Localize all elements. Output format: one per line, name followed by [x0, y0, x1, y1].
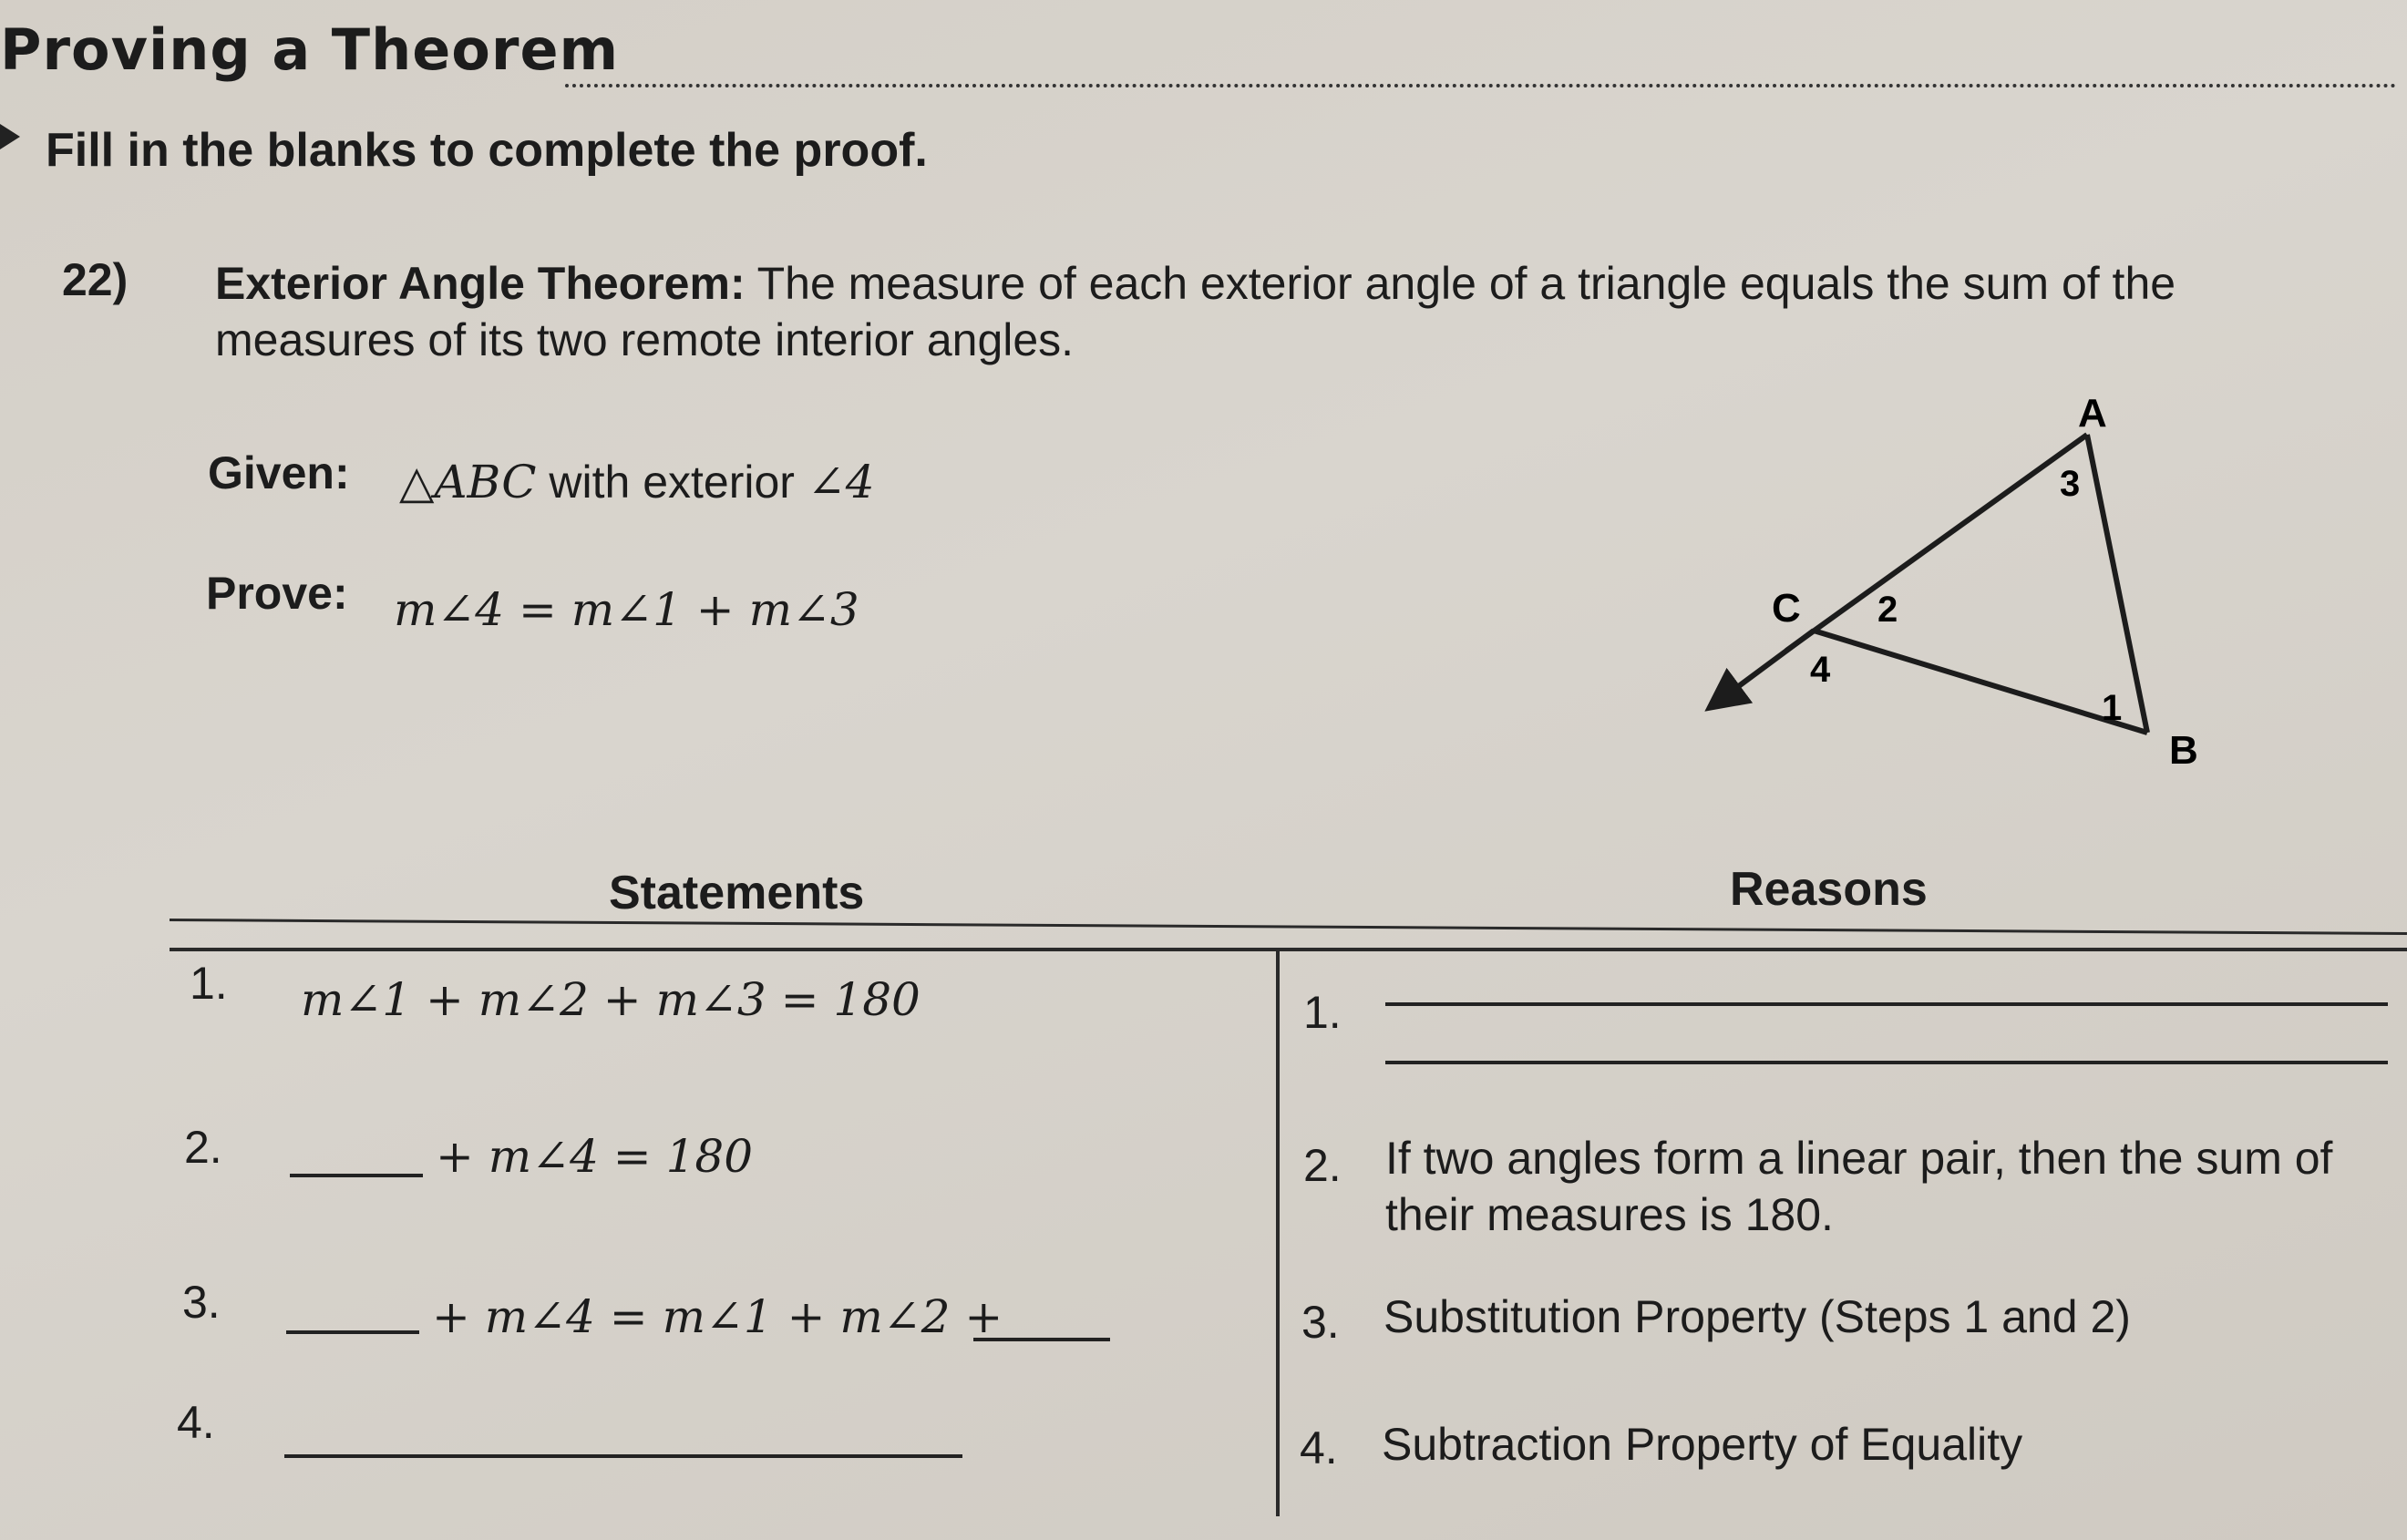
reason-1-blank-line-1[interactable]: [1385, 1002, 2388, 1006]
angle-4-label: 4: [1810, 650, 1831, 690]
triangle-diagram: [1695, 383, 2242, 784]
given-label: Given:: [208, 447, 350, 498]
statement-3-blank-left[interactable]: [286, 1294, 419, 1334]
reason-3: Substitution Property (Steps 1 and 2): [1384, 1291, 2131, 1342]
reason-1-blank-line-2[interactable]: [1385, 1061, 2388, 1064]
statement-2-blank[interactable]: [290, 1137, 423, 1177]
prove-label: Prove:: [206, 568, 348, 619]
reason-number: 2.: [1303, 1140, 1342, 1191]
table-header-rule: [170, 919, 2407, 935]
statement-2-suffix: + m∠4 = 180: [436, 1130, 754, 1183]
table-body-rule: [170, 948, 2407, 951]
problem-number: 22): [62, 254, 129, 305]
reason-number: 3.: [1301, 1297, 1340, 1348]
side-ac: [1786, 435, 2087, 651]
statement-4-blank[interactable]: [284, 1418, 962, 1458]
side-bc: [1814, 631, 2147, 733]
given-angle: ∠4: [807, 456, 875, 508]
vertex-a-label: A: [2078, 391, 2107, 436]
statements-header: Statements: [609, 867, 865, 919]
statement-number: 4.: [177, 1397, 215, 1448]
statement-number: 3.: [182, 1277, 221, 1328]
reason-number: 4.: [1300, 1422, 1338, 1473]
prove-statement: m∠4 = m∠1 + m∠3: [394, 583, 859, 636]
statement-3-middle: + m∠4 = m∠1 + m∠2 +: [432, 1290, 1003, 1343]
vertex-c-label: C: [1772, 586, 1801, 631]
angle-2-label: 2: [1877, 590, 1898, 630]
theorem-name: Exterior Angle Theorem:: [215, 258, 746, 309]
reasons-header: Reasons: [1730, 863, 1928, 916]
angle-1-label: 1: [2102, 688, 2123, 728]
reason-number: 1.: [1303, 987, 1342, 1038]
given-text: [399, 456, 875, 508]
bullet-arrow-icon: [0, 124, 20, 149]
angle-3-label: 3: [2060, 464, 2081, 504]
given-rest: with exterior: [549, 457, 795, 508]
worksheet-title: Proving a Theorem: [0, 16, 620, 83]
statement-3-blank-right[interactable]: [973, 1301, 1110, 1341]
given-triangle: △ABC: [399, 456, 537, 508]
reason-4: Subtraction Property of Equality: [1382, 1419, 2023, 1470]
statement-number: 1.: [190, 958, 228, 1009]
statement-number: 2.: [184, 1122, 222, 1173]
title-rule: [565, 84, 2397, 87]
column-divider: [1276, 951, 1280, 1516]
theorem-statement: [215, 255, 2330, 368]
reason-2: If two angles form a linear pair, then the sum of their measures is 180.: [1385, 1133, 2333, 1240]
statement-1: m∠1 + m∠2 + m∠3 = 180: [301, 973, 921, 1026]
vertex-b-label: B: [2169, 728, 2198, 773]
instructions: Fill in the blanks to complete the proof.: [46, 124, 928, 177]
theorem-text: The measure of each exterior angle of a triangle equals the sum of the measures of its two remote interior angles.: [215, 258, 2176, 365]
extension-ray: [1712, 631, 1814, 706]
